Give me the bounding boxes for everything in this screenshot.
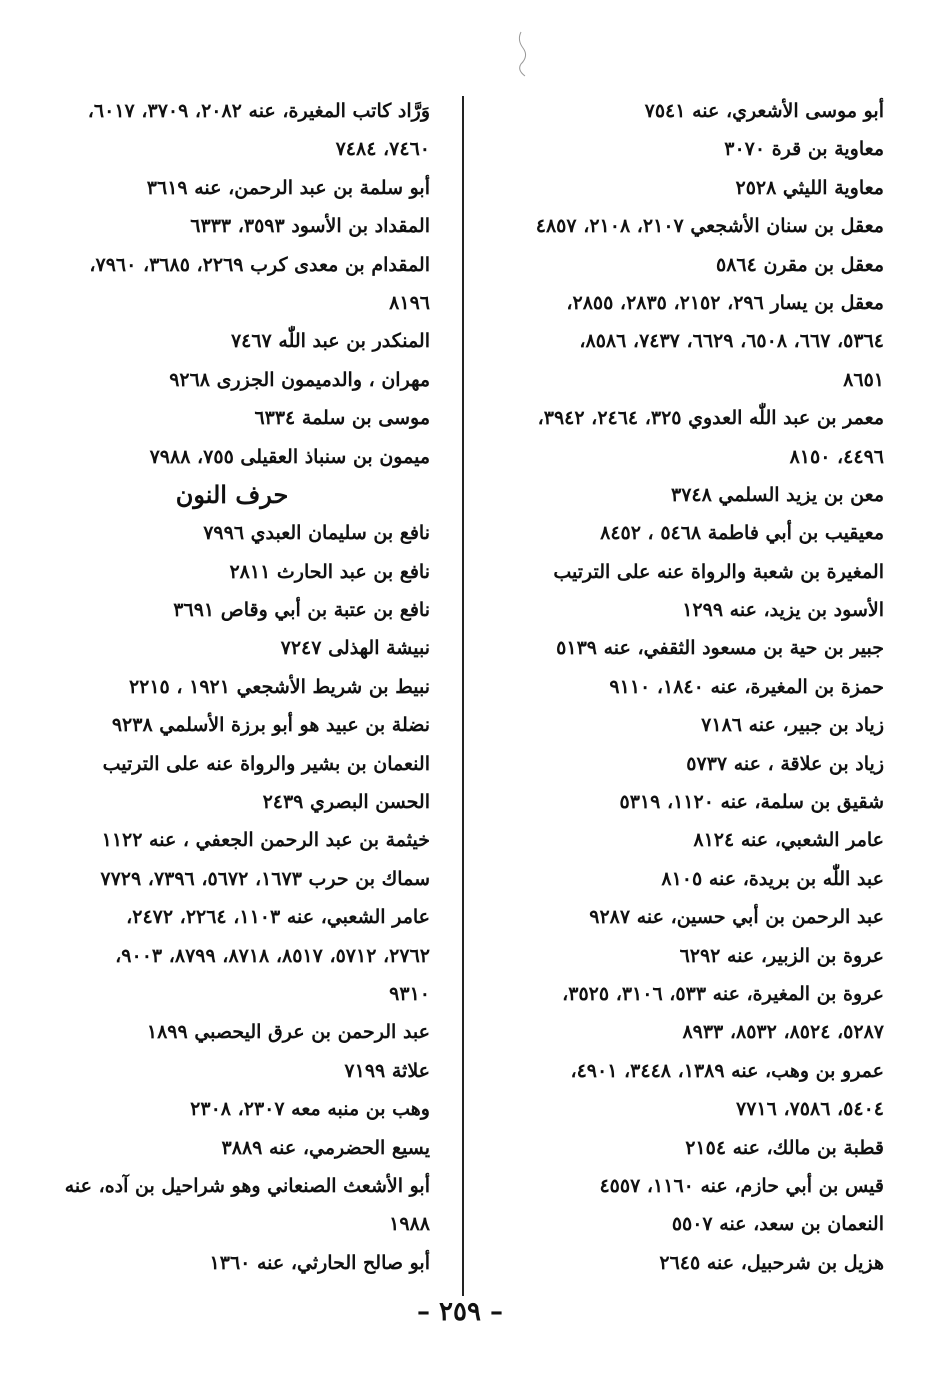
index-entry: مهران ، والدميمون الجزرى ٩٢٦٨ [169,368,430,391]
index-entry: سماك بن حرب ١٦٧٣، ٥٦٧٢، ٧٣٩٦، ٧٧٢٩ [100,867,430,890]
column-divider [462,96,464,1296]
index-entry: معن بن يزيد السلمي ٣٧٤٨ [670,483,884,506]
index-entry: زياد بن علاقة ، عنه ٥٧٣٧ [686,752,884,775]
index-entry: ٥٣٦٤، ٦٦٧، ٦٥٠٨، ٦٦٢٩، ٧٤٣٧، ٨٥٨٦، [579,330,884,353]
index-entry: ١٩٨٨ [389,1213,430,1236]
index-entry: الحسن البصري ٢٤٣٩ [262,791,430,814]
index-entry: عبد الرحمن بن أبي حسين، عنه ٩٢٨٧ [589,906,884,929]
left-column [34,92,430,1282]
index-entry: عامر الشعبي، عنه ٨١٢٤ [693,829,884,852]
index-entry: النعمان بن سعد، عنه ٥٥٠٧ [671,1213,884,1236]
index-entry: ٥٤٠٤، ٧٥٨٦، ٧٧١٦ [736,1098,884,1121]
index-entry: زياد بن جبير، عنه ٧١٨٦ [701,714,884,737]
index-entry: وهب بن منبه معه ٢٣٠٧، ٢٣٠٨ [190,1098,430,1121]
index-entry: أبو سلمة بن عبد الرحمن، عنه ٣٦١٩ [146,176,430,199]
section-heading: حرف النون [175,479,289,509]
index-entry: يسيع الحضرمي، عنه ٣٨٨٩ [221,1136,430,1159]
index-entry: حمزة بن المغيرة، عنه ١٨٤٠، ٩١١٠ [609,675,884,698]
index-entry: ٥٢٨٧، ٨٥٢٤، ٨٥٣٢، ٨٩٣٣ [682,1021,884,1044]
index-entry: نافع بن عبد الحارث ٢٨١١ [229,560,430,583]
scan-mark [515,30,535,78]
index-entry: المقدام بن معدى كرب ٢٢٦٩، ٣٦٨٥، ٧٩٦٠، [89,253,430,276]
index-entry: موسى بن سلمة ٦٣٣٤ [254,407,430,430]
index-entry: عبد الرحمن بن عرق اليحصبي ١٨٩٩ [146,1021,430,1044]
index-entry: أبو صالح الحارثي، عنه ١٣٦٠ [209,1251,430,1274]
index-entry: معقل بن يسار ٢٩٦، ٢١٥٢، ٢٨٣٥، ٢٨٥٥، [566,291,884,314]
index-entry: المنكدر بن عبد اللّٰه ٧٤٦٧ [230,330,430,353]
index-entry: أبو الأشعث الصنعاني وهو شراحيل بن آده، عنه [64,1174,430,1197]
index-entry: ٤٤٩٦، ٨١٥٠ [789,445,884,468]
index-entry: عروة بن المغيرة، عنه ٥٣٣، ٣١٠٦، ٣٥٢٥، [562,982,884,1005]
page-number: – ٢٥٩ – [416,1297,504,1327]
index-entry: المقداد بن الأسود ٣٥٩٣، ٦٣٣٣ [190,215,430,238]
right-column [488,92,884,1282]
index-entry: أبو موسى الأشعري، عنه ٧٥٤١ [644,100,884,122]
index-entry: الأسود بن يزيد، عنه ١٢٩٩ [682,599,884,622]
index-entry: نافع بن سليمان العبدي ٧٩٩٦ [203,522,430,545]
index-entry: عامر الشعبي، عنه ١١٠٣، ٢٢٦٤، ٢٤٧٢، [126,906,430,929]
index-entry: هزيل بن شرحبيل، عنه ٢٦٤٥ [659,1251,884,1274]
index-entry: علاثة ٧١٩٩ [344,1059,430,1082]
index-entry: معمر بن عبد اللّٰه العدوي ٣٢٥، ٢٤٦٤، ٣٩٤٢، [537,407,884,430]
index-entry: نبيط بن شريط الأشجعي ١٩٢١ ، ٢٢١٥ [128,675,430,698]
index-entry: عبد اللّٰه بن بريدة، عنه ٨١٠٥ [661,867,884,890]
index-entry: وَرَّاد كاتب المغيرة، عنه ٢٠٨٢، ٣٧٠٩، ٦٠١٧، [87,100,430,122]
index-entry: ٨١٩٦ [389,291,430,314]
index-entry: ميمون بن سنباذ العقيلى ٧٥٥، ٧٩٨٨ [149,445,430,468]
index-entry: معاوية بن قرة ٣٠٧٠ [724,138,884,161]
index-entry: معقل بن سنان الأشجعي ٢١٠٧، ٢١٠٨، ٤٨٥٧ [535,215,884,238]
index-entry: نبيشة الهذلى ٧٢٤٧ [280,637,430,660]
index-entry: نضلة بن عبيد هو أبو برزة الأسلمي ٩٢٣٨ [111,714,430,737]
index-entry: معقل بن مقرن ٥٨٦٤ [716,253,884,276]
index-entry: قطبة بن مالك، عنه ٢١٥٤ [685,1136,884,1159]
index-entry: خيثمة بن عبد الرحمن الجعفي ، عنه ١١٢٢ [101,829,430,852]
index-entry: قيس بن أبي حازم، عنه ١١٦٠، ٤٥٥٧ [599,1174,884,1197]
index-entry: شقيق بن سلمة، عنه ١١٢٠، ٥٣١٩ [619,791,884,814]
index-entry: ٩٣١٠ [389,982,430,1005]
index-entry: عروة بن الزبير، عنه ٦٢٩٢ [679,944,884,967]
index-entry: ٨٦٥١ [843,368,884,391]
index-entry: معاوية الليثي ٢٥٢٨ [735,176,884,199]
index-entry: جبير بن حية بن مسعود الثقفي، عنه ٥١٣٩ [556,637,884,660]
index-entry: المغيرة بن شعبة والرواة عنه على الترتيب [553,560,884,583]
index-entry: النعمان بن بشير والرواة عنه على الترتيب [102,752,430,775]
index-entry: عمرو بن وهب، عنه ١٣٨٩، ٣٤٤٨، ٤٩٠١، [570,1059,884,1082]
index-entry: ٢٧٦٢، ٥٧١٢، ٨٥١٧، ٨٧١٨، ٨٧٩٩، ٩٠٠٣، [115,944,430,967]
index-entry: معيقيب بن أبي فاطمة ٥٤٦٨ ، ٨٤٥٢ [600,522,884,545]
index-entry: نافع بن عتبة بن أبي وقاص ٣٦٩١ [173,599,430,622]
index-entry: ٧٤٦٠، ٧٤٨٤ [335,138,430,161]
